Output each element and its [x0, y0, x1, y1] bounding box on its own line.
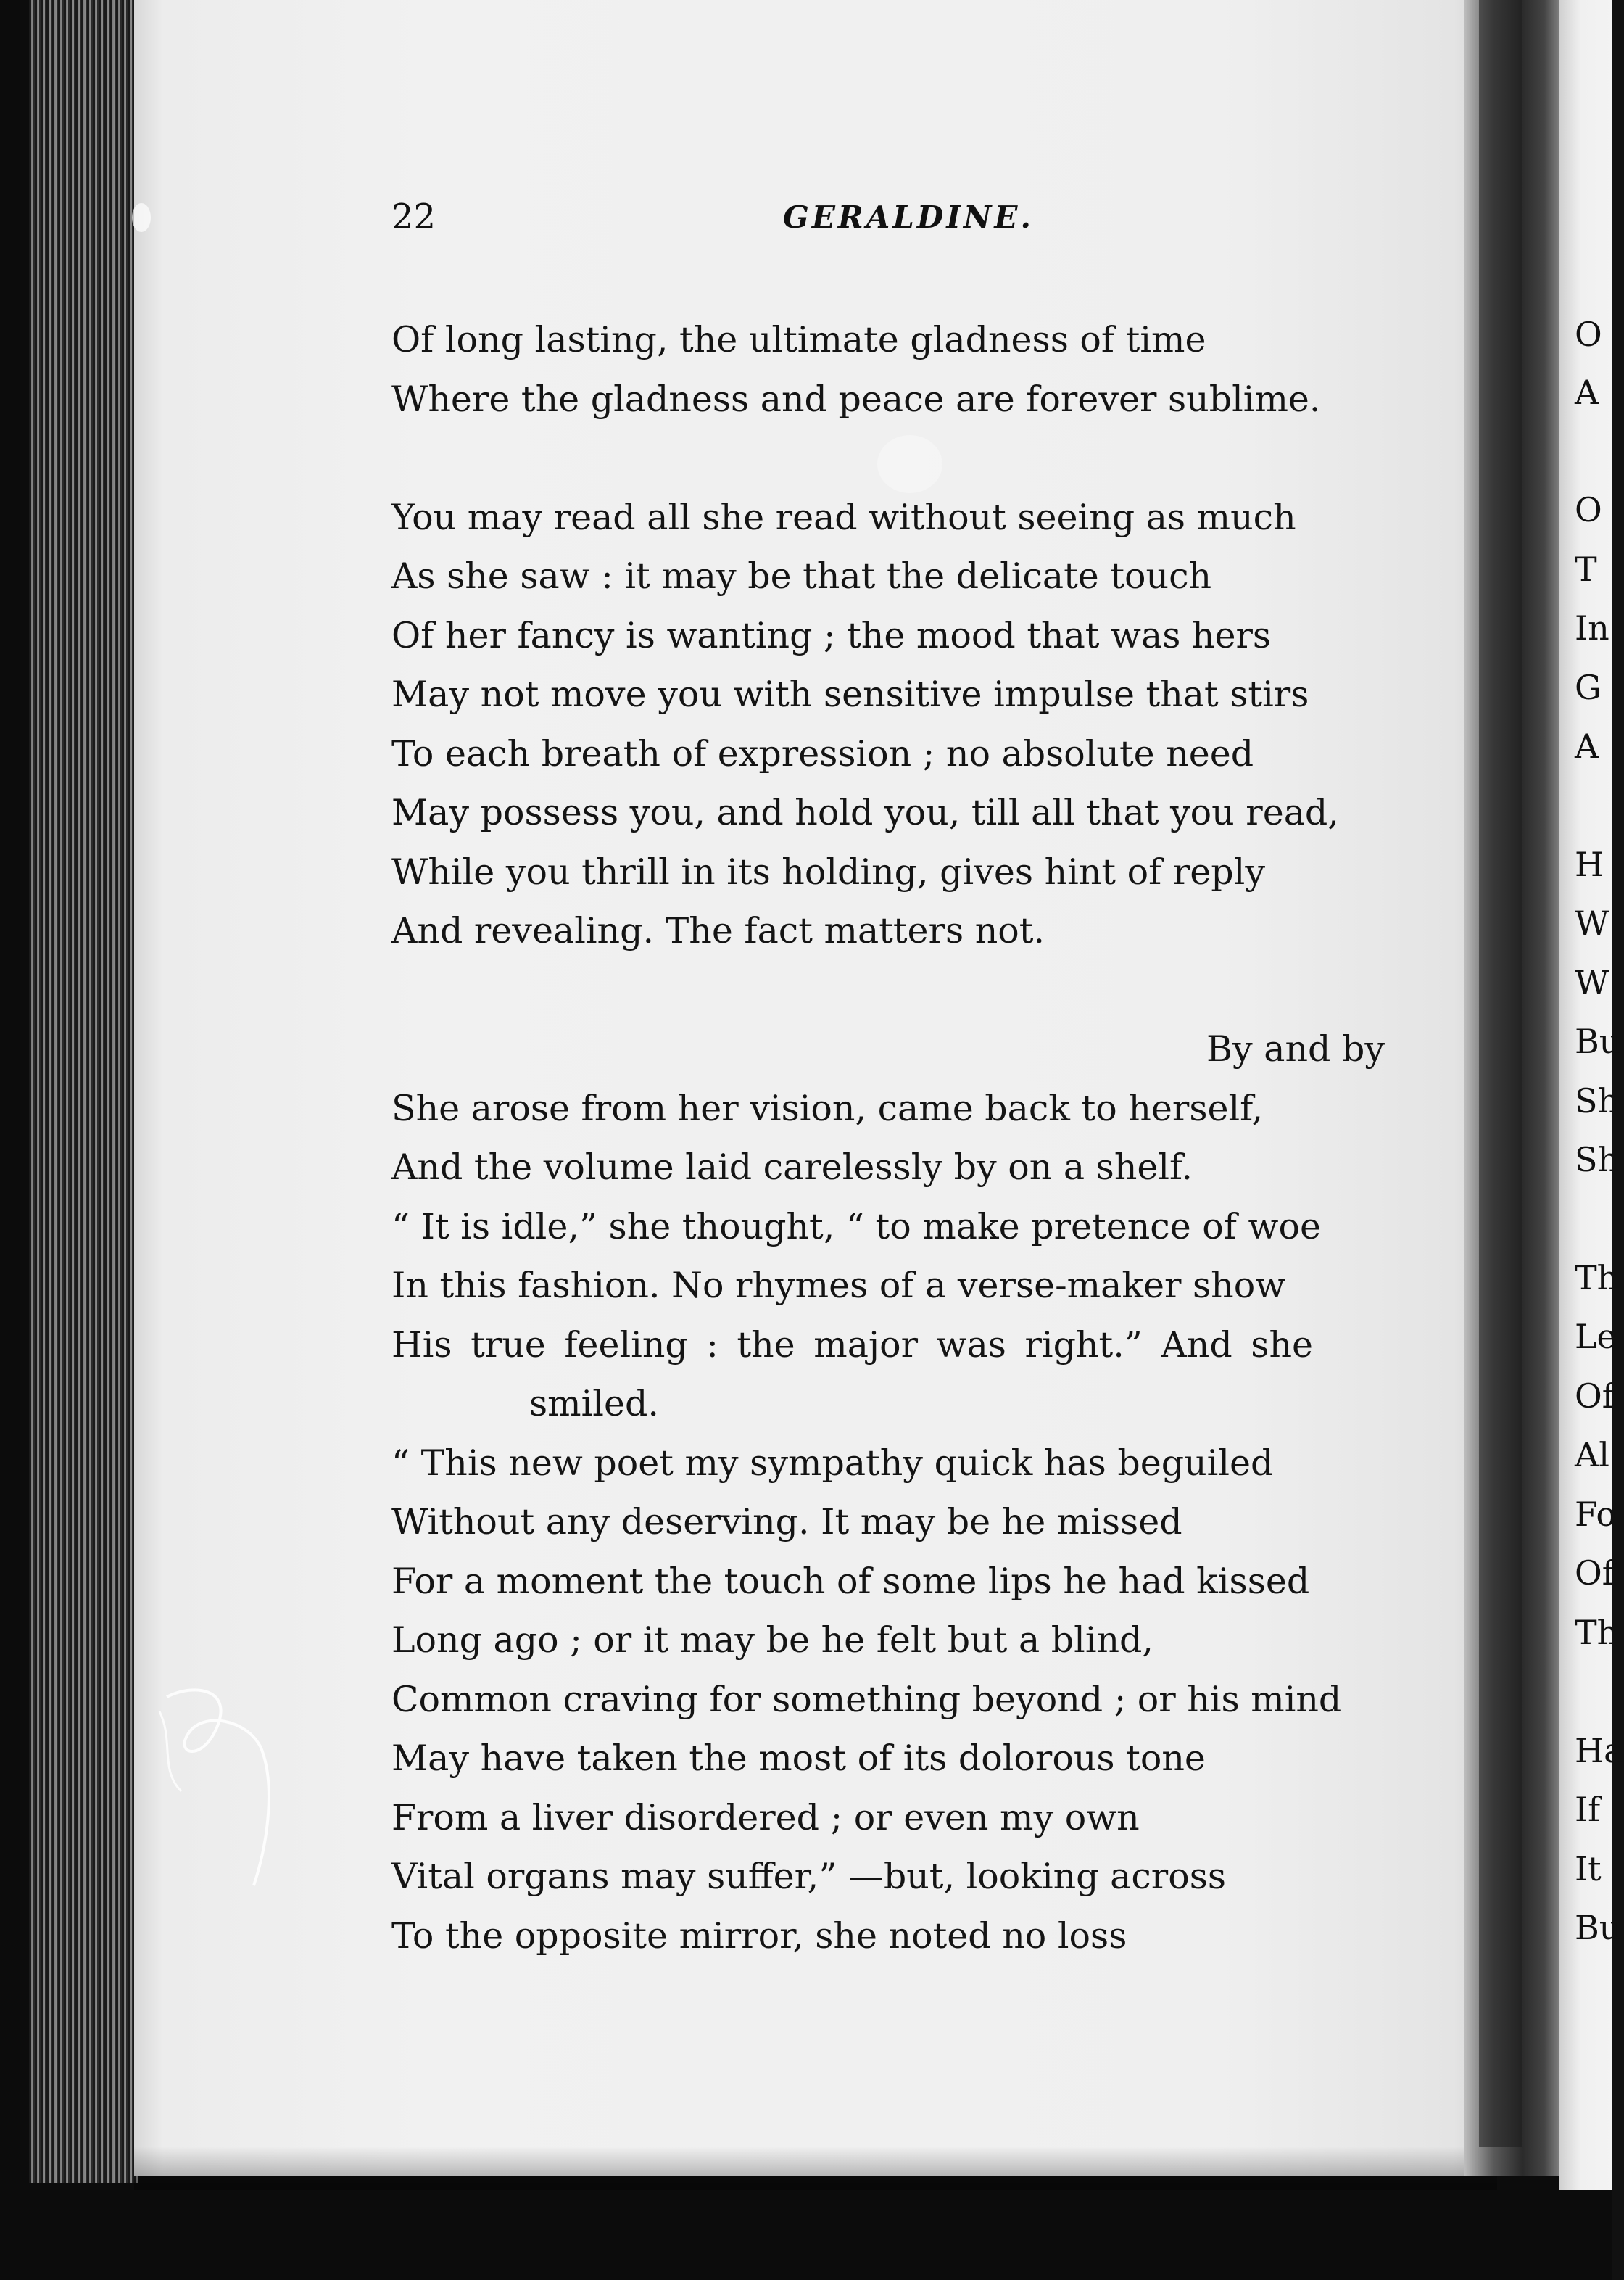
stanza-break [392, 429, 1464, 488]
facing-line-start: In [1575, 608, 1610, 648]
poem-line: Vital organs may suffer,” —but, looking across [392, 1856, 1226, 1897]
poem-text [392, 310, 1464, 1965]
facing-line-start: Ha [1575, 1731, 1624, 1770]
poem-line: Where the gladness and peace are forever sublime. [392, 378, 1321, 420]
facing-line-start: Al [1575, 1435, 1610, 1474]
poem-line: While you thrill in its holding, gives hint of reply [392, 851, 1265, 893]
facing-line-start: Of [1575, 1553, 1615, 1593]
facing-line-start: W [1575, 963, 1610, 1002]
poem-line: Without any deserving. It may be he missed [392, 1501, 1182, 1542]
facing-line-start: It [1575, 1849, 1602, 1888]
facing-page-sliver [1559, 0, 1624, 2190]
running-title: GERALDINE. [783, 199, 1034, 235]
page-edge-stack [29, 0, 138, 2183]
facing-line-start: T [1575, 550, 1597, 589]
stanza-break [392, 961, 1464, 1020]
poem-line: Long ago ; or it may be he felt but a blind, [392, 1619, 1153, 1661]
facing-line-start: Le [1575, 1317, 1617, 1356]
poem-line: In this fashion. No rhymes of a verse-maker show [392, 1265, 1286, 1306]
facing-line-start: A [1575, 373, 1599, 412]
poem-line: Of her fancy is wanting ; the mood that was hers [392, 614, 1272, 656]
facing-line-start: Bu [1575, 1908, 1621, 1947]
facing-line-start: O [1575, 490, 1602, 529]
poem-line: “ It is idle,” she thought, “ to make pretence of woe [392, 1205, 1321, 1247]
poem-line: May possess you, and hold you, till all that you read, [392, 792, 1339, 833]
poem-line: To the opposite mirror, she noted no loss [392, 1915, 1127, 1957]
poem-line: As she saw : it may be that the delicate touch [392, 555, 1212, 597]
pencil-mark [145, 1682, 290, 1900]
poem-line: By and by [1206, 1028, 1385, 1070]
page-bottom-shadow [134, 2147, 1497, 2190]
poem-line: And revealing. The fact matters not. [392, 910, 1045, 951]
facing-line-start: Fo [1575, 1495, 1617, 1534]
facing-line-start: If [1575, 1790, 1601, 1829]
facing-line-start: Sh [1575, 1081, 1620, 1120]
poem-line: Common craving for something beyond ; or his mind [392, 1678, 1342, 1720]
poem-line: From a liver disordered ; or even my own [392, 1796, 1140, 1838]
poem-line: May not move you with sensitive impulse that stirs [392, 674, 1309, 715]
poem-line: May have taken the most of its dolorous tone [392, 1738, 1206, 1779]
poem-line: To each breath of expression ; no absolute need [392, 732, 1254, 775]
facing-line-start: O [1575, 315, 1602, 354]
facing-line-start: G [1575, 668, 1602, 707]
facing-line-start: H [1575, 845, 1604, 884]
facing-line-start: W [1575, 904, 1610, 943]
facing-line-start: Th [1575, 1258, 1619, 1297]
poem-line: For a moment the touch of some lips he had kissed [392, 1560, 1310, 1602]
facing-line-start: Of [1575, 1376, 1615, 1416]
poem-line: Of long lasting, the ultimate gladness of time [392, 319, 1206, 360]
poem-line: And the volume laid carelessly by on a shelf. [392, 1147, 1193, 1188]
facing-line-start: Bu [1575, 1022, 1621, 1061]
page-number: 22 [392, 197, 436, 237]
facing-line-start: Th [1575, 1613, 1619, 1652]
poem-line: You may read all she read without seeing as much [392, 496, 1296, 538]
facing-line-start: A [1575, 727, 1599, 766]
running-head [392, 199, 1450, 243]
gutter-shadow [1479, 0, 1522, 2147]
facing-line-start: Sh [1575, 1140, 1620, 1179]
poem-line: smiled. [529, 1383, 659, 1424]
poem-line: “ This new poet my sympathy quick has beguiled [392, 1442, 1274, 1484]
poem-line: She arose from her vision, came back to herself, [392, 1087, 1264, 1129]
paper-smudge [132, 203, 151, 232]
poem-line: His true feeling : the major was right.” And she [392, 1323, 1314, 1366]
